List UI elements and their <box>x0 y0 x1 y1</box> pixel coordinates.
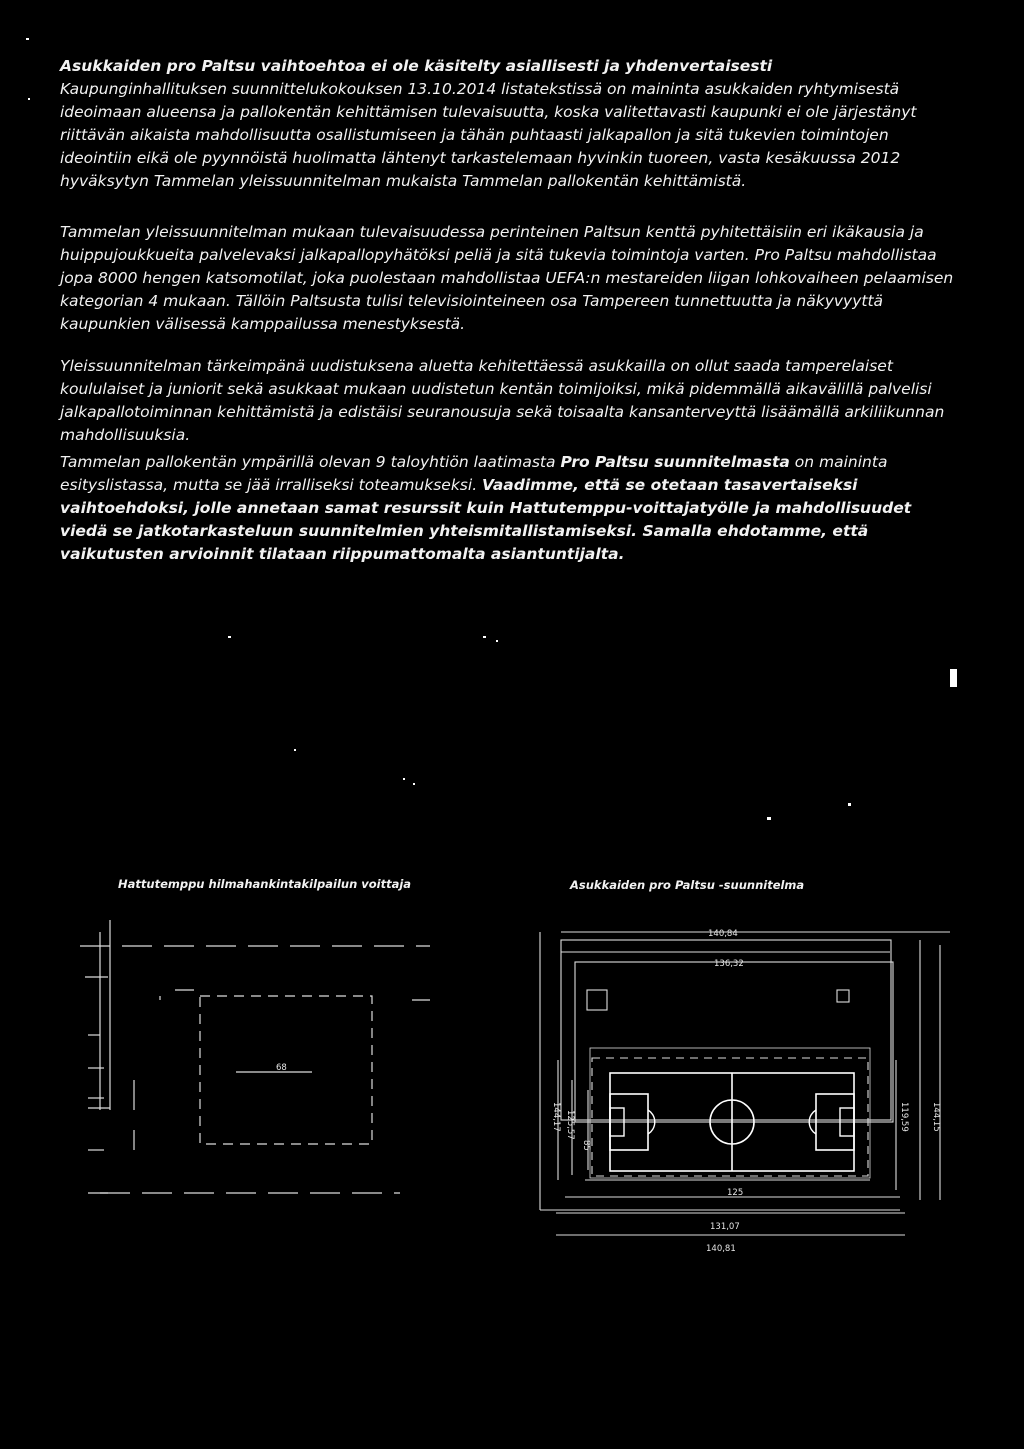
caption-pro-paltsu: Asukkaiden pro Paltsu -suunnitelma <box>570 878 805 892</box>
dim-bottom-3: 140,81 <box>706 1244 736 1254</box>
hattutemppu-label: 68 <box>276 1063 287 1073</box>
intro-text: Kaupunginhallituksen suunnittelukokouksen 13.10.2014 listatekstissä on maininta asukkaiden ryhtymisestä ideoimaan alueensa ja pallokentän kehittämisen tulevaisuutta, koska valitettavasti kaupunki ei ole järjestänyt riittävän aikaista mahdollisuutta osallistumiseen ja tähän puhtaasti jalkapallon ja sitä tukevien toimintojen ideointiin eikä ole pyynnöistä huolimatta lähtenyt tarkastelemaan hyvinkin tuoreen, vasta kesäkuussa 2012 hyväksytyn Tammelan yleissuunnitelman mukaista Tammelan pallokentän kehittämistä. <box>60 80 917 190</box>
intro-heading: Asukkaiden pro Paltsu vaihtoehtoa ei ole käsitelty asiallisesti ja yhdenvertaisesti <box>60 57 773 75</box>
pro-paltsu-plan <box>540 860 950 1235</box>
dim-left-2: 125,57 <box>565 1110 575 1140</box>
vaatimus-bold-2: Vaadimme, että se otetaan tasavertaiseksi vaihtoehdoksi, jolle annetaan samat resurssit kuin Hattutemppu-voittajatyölle ja mahdollisuudet viedä se jatkotarkasteluun suunnitelmien yhteismitallistamiseksi. Samalla ehdotamme, että vaikutusten arvioinnit tilataan riippumattomalta asiantuntijalta. <box>60 476 912 563</box>
dim-bottom-2: 131,07 <box>710 1222 740 1232</box>
dim-right-1: 119,59 <box>899 1102 909 1132</box>
scan-specks <box>26 38 957 820</box>
hattutemppu-plan <box>80 920 430 1193</box>
vaatimus-text-2: on maininta esityslistassa, mutta se jää irralliseksi toteamukseksi. <box>60 453 888 494</box>
caption-hattutemppu: Hattutemppu hilmahankintakilpailun voittaja <box>118 877 412 891</box>
dim-left-1: 144,17 <box>551 1102 561 1132</box>
dim-bottom-1: 125 <box>727 1188 744 1198</box>
dim-top-2: 136,32 <box>714 959 744 969</box>
vaatimus-bold-1: Pro Paltsu suunnitelmasta <box>560 453 790 471</box>
vaatimus-text-1: Tammelan pallokentän ympärillä olevan 9 taloyhtiön laatimasta <box>60 453 561 471</box>
paragraph-yleissuunnitelma: Tammelan yleissuunnitelman mukaan tulevaisuudessa perinteinen Paltsun kenttä pyhitettäisiin eri ikäkausia ja huippujoukkueita palvelevaksi jalkapallopyhätöksi peliä ja sitä tukevia toimintoja varten. Pro Paltsu mahdollistaa jopa 8000 hengen katsomotilat, joka puolestaan mahdollistaa UEFA:n mestareiden liigan lohkovaiheen pelaamisen kategorian 4 mukaan. Tällöin Paltsusta tulisi televisiointeineen osa Tampereen tunnettuutta ja näkyvyyttä kaupunkien välisessä kamppailussa menestyksestä. <box>60 223 954 333</box>
dim-top-1: 140,84 <box>708 929 738 939</box>
dim-right-2: 144,15 <box>931 1102 941 1132</box>
paragraph-uudistus: Yleissuunnitelman tärkeimpänä uudistuksena aluetta kehitettäessä asukkailla on ollut saada tamperelaiset koululaiset ja juniorit sekä asukkaat mukaan uudistetun kentän toimijoiksi, mikä pidemmällä aikavälillä palvelisi jalkapallotoiminnan kehittämistä ja edistäisi seuranousuja sekä toisaalta kansanterveyttä lisäämällä arkiliikunnan mahdollisuuksia. <box>60 357 945 444</box>
dim-left-3: 85 <box>581 1140 591 1151</box>
